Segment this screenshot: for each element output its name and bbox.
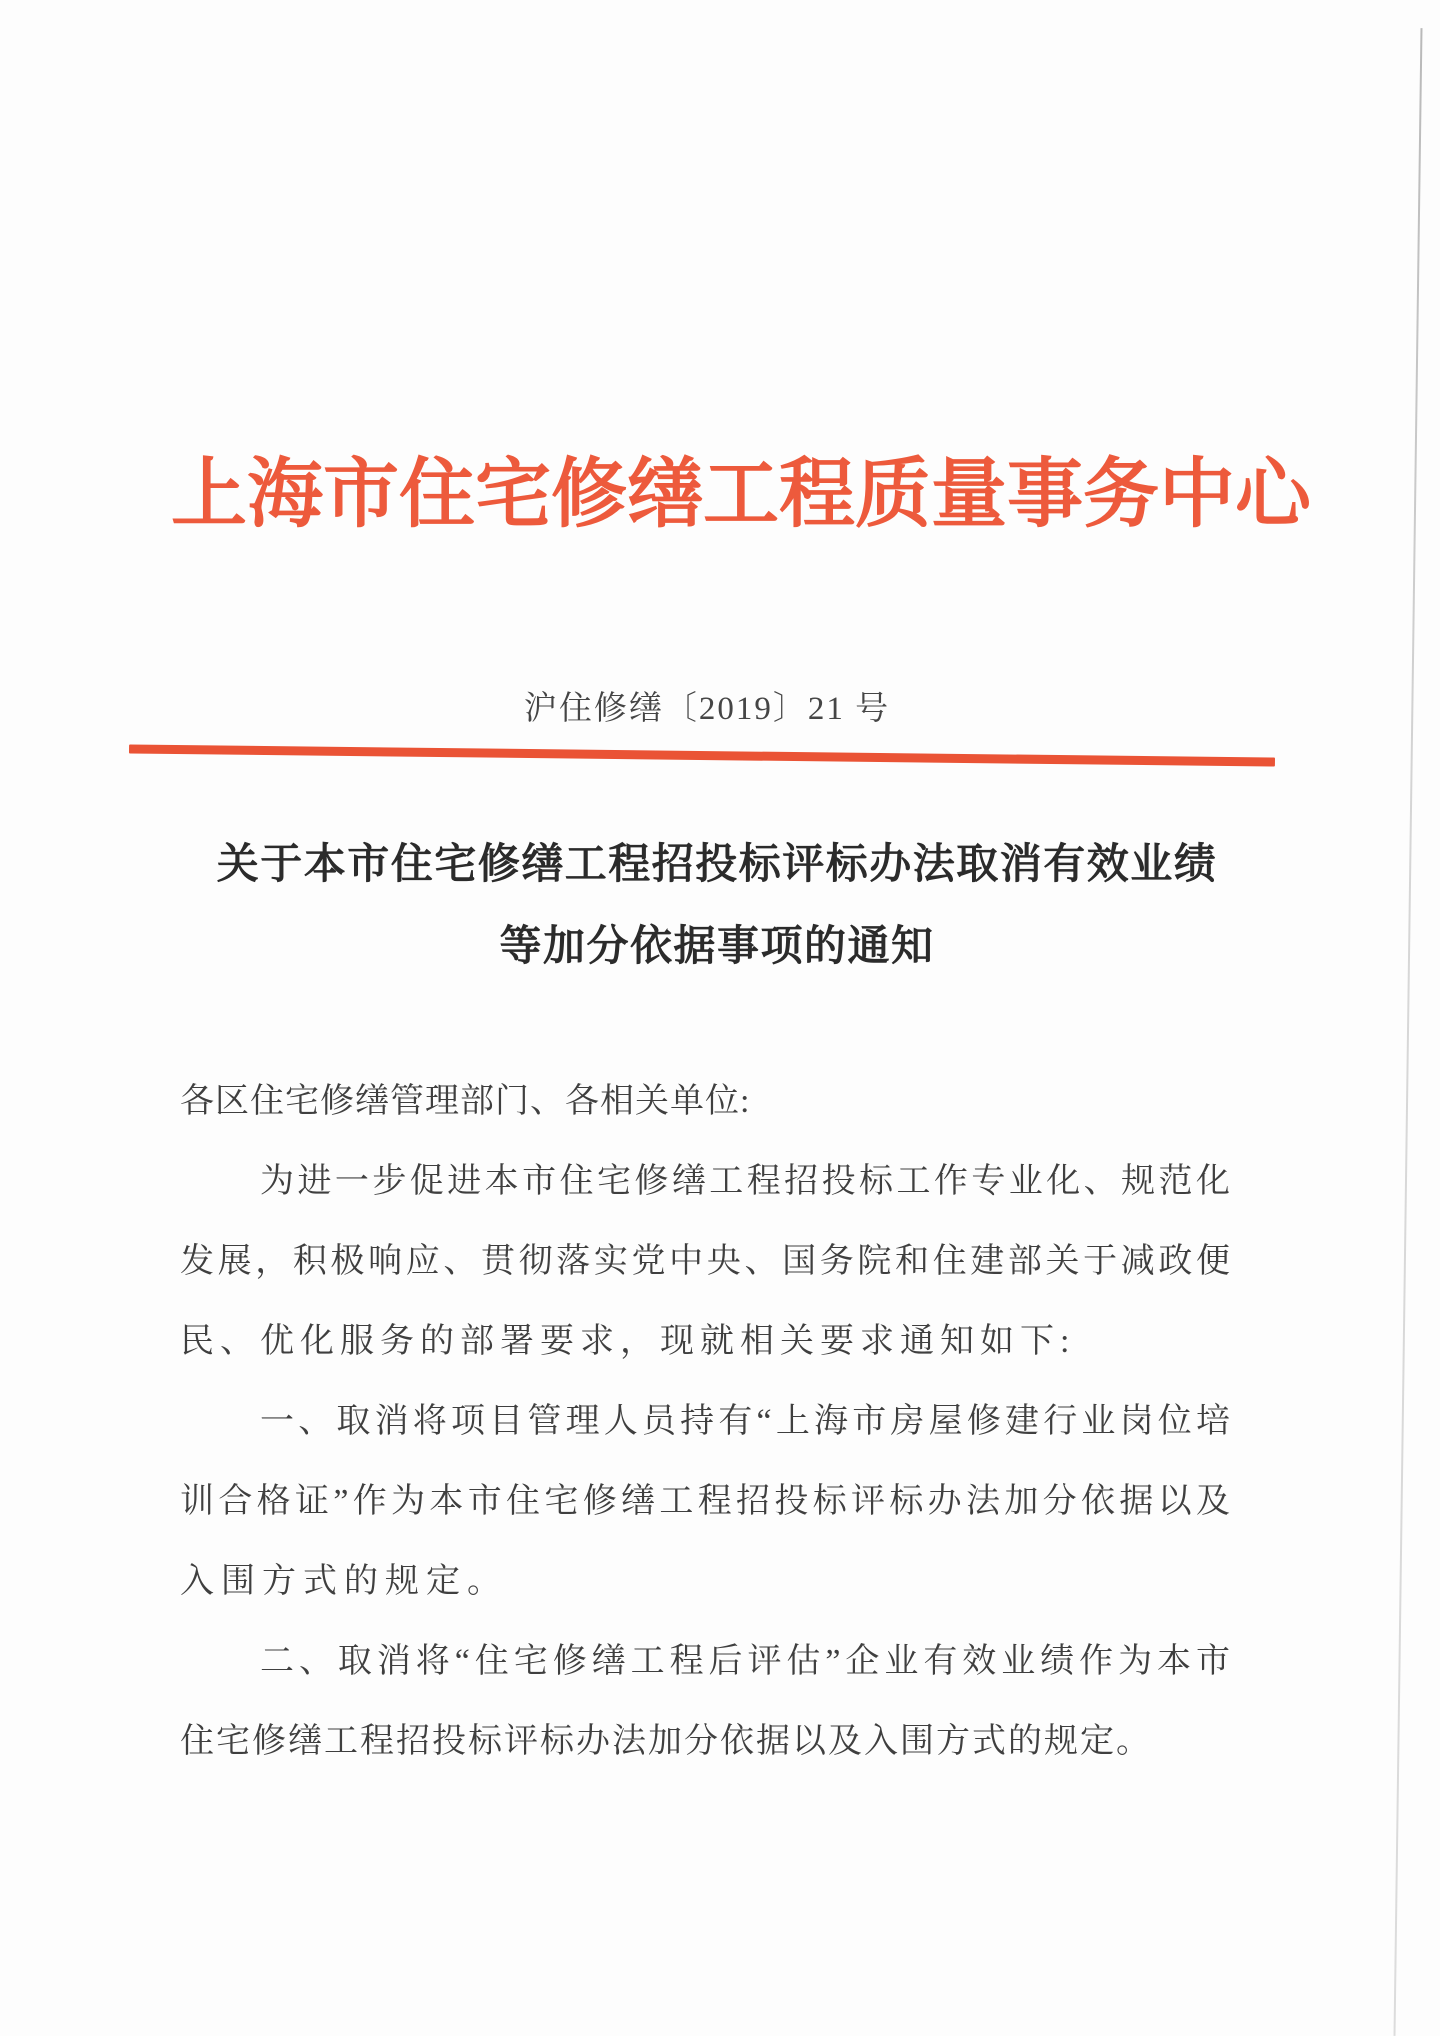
- body-line-intro-2: 发展，积极响应、贯彻落实党中央、国务院和住建部关于减政便: [180, 1243, 1230, 1280]
- letterhead-divider-rule: [129, 744, 1275, 766]
- notice-body: [180, 1062, 1230, 1782]
- body-line-item1-2: 训合格证”作为本市住宅修缮工程招投标评标办法加分依据以及: [180, 1483, 1230, 1520]
- body-line-item1-1: 一、取消将项目管理人员持有“上海市房屋修建行业岗位培: [260, 1403, 1230, 1440]
- body-line-item2-1: 二、取消将“住宅修缮工程后评估”企业有效业绩作为本市: [260, 1643, 1230, 1680]
- body-line-item1-3: 入围方式的规定。: [180, 1563, 508, 1600]
- letterhead-org-name: 上海市住宅修缮工程质量事务中心: [171, 453, 1311, 537]
- salutation-line: 各区住宅修缮管理部门、各相关单位:: [180, 1083, 751, 1120]
- notice-title: [151, 823, 1283, 987]
- notice-title-line1: 关于本市住宅修缮工程招投标评标办法取消有效业绩: [216, 840, 1218, 887]
- notice-title-line2: 等加分依据事项的通知: [499, 922, 935, 969]
- body-line-item2-2: 住宅修缮工程招投标评标办法加分依据以及入围方式的规定。: [180, 1723, 1152, 1760]
- document-number: 沪住修缮〔2019〕21 号: [523, 691, 891, 727]
- body-line-intro-3: 民、优化服务的部署要求，现就相关要求通知如下:: [180, 1323, 1076, 1360]
- body-line-intro-1: 为进一步促进本市住宅修缮工程招投标工作专业化、规范化: [260, 1163, 1230, 1200]
- page-edge-scan-line: [1394, 28, 1423, 2036]
